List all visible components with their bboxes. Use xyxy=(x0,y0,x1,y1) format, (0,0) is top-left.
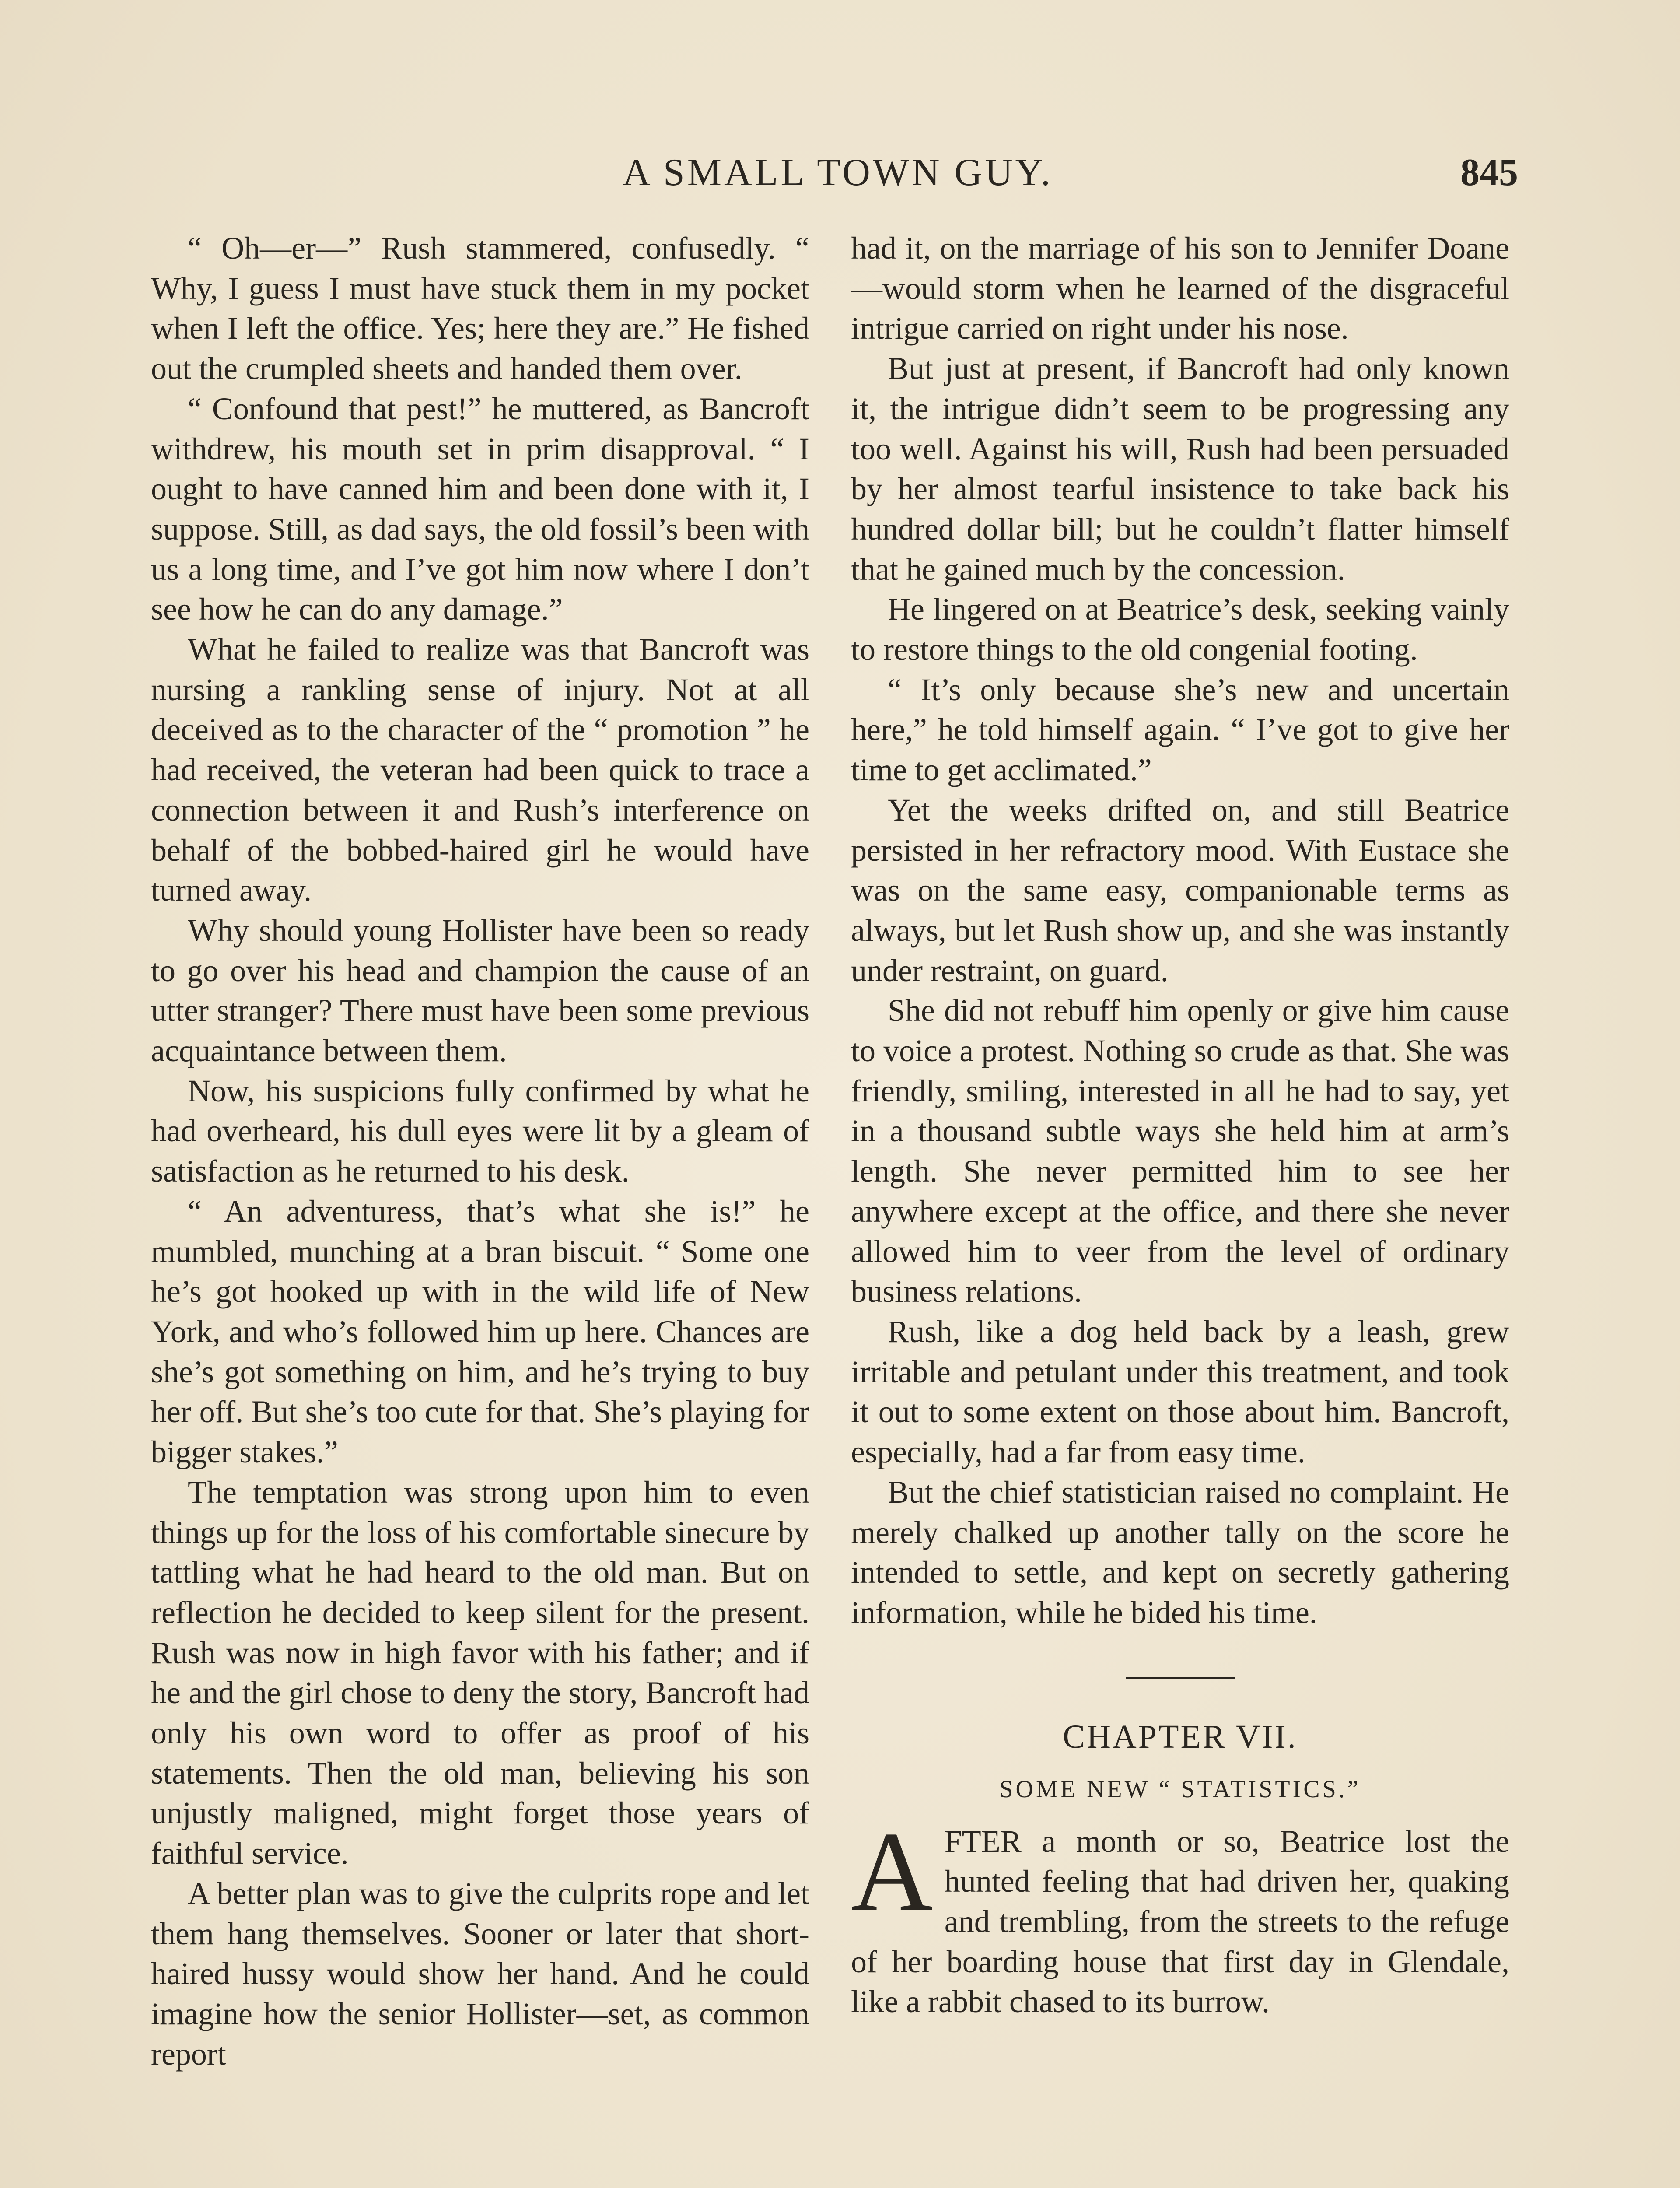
chapter-heading: CHAPTER VII. xyxy=(1063,1718,1298,1755)
paragraph: Now, his suspicions fully confirmed by what he had overheard, his dull eyes were lit by a gleam of satisfaction as he returned to his desk. xyxy=(151,1073,809,1189)
paragraph: Yet the weeks drifted on, and still Beatrice persisted in her refractory mood. With Eustace she was on the same easy, companionable terms as always, but let Rush show up, and she was instantly under restraint, on guard. xyxy=(851,792,1509,988)
paragraph: What he failed to realize was that Bancroft was nursing a rankling sense of injury. Not at all deceived as to the character of the “ promotion ” he had received, the veteran had been quick to trace a connection between it and Rush’s interference on behalf of the bobbed-haired girl he would have turned away. xyxy=(151,632,809,908)
paragraph: “ Confound that pest!” he muttered, as Bancroft withdrew, his mouth set in prim disapproval. “ I ought to have canned him and been done with it, I suppose. Still, as dad says, the old fossil’s been with us a long time, and I’ve got him now where I don’t see how he can do any damage.” xyxy=(151,391,809,627)
paragraph: He lingered on at Beatrice’s desk, seeking vainly to restore things to the old congenial footing. xyxy=(851,592,1509,667)
paragraph: A better plan was to give the culprits rope and let them hang themselves. Sooner or later that short-haired hussy would show her hand. And he could imagine how the senior Hollister—set, as common report xyxy=(151,1876,809,2072)
running-title: A SMALL TOWN GUY. xyxy=(623,151,1053,194)
drop-cap: A xyxy=(851,1808,933,1935)
paragraph: She did not rebuff him openly or give him cause to voice a protest. Nothing so crude as that. She was friendly, smiling, interested in all he had to say, yet in a thousand subtle ways she held him at arm’s length. She never permitted him to see her anywhere except at the office, and there she never allowed him to veer from the level of ordinary business relations. xyxy=(851,993,1509,1309)
paragraph-continuation: had it, on the marriage of his son to Jennifer Doane—would storm when he learned of the disgraceful intrigue carried on right under his nose. xyxy=(851,231,1509,346)
section-divider xyxy=(1126,1677,1235,1679)
chapter-subtitle: SOME NEW “ STATISTICS.” xyxy=(999,1775,1361,1803)
paragraph: “ An adventuress, that’s what she is!” he mumbled, munching at a bran biscuit. “ Some one he’s got hooked up with in the wild life of New York, and who’s followed him up here. Chances are she’s got something on him, and he’s trying to buy her off. But she’s too cute for that. She’s playing for bigger stakes.” xyxy=(151,1193,809,1470)
page-number: 845 xyxy=(1460,151,1518,194)
chapter-opening-text: FTER a month or so, Beatrice lost the hunted feeling that had driven her, quaking and trembling, from the streets to the refuge of her boarding house that first day in Glendale, like a rabbit chased to its burrow. xyxy=(851,1823,1509,2020)
left-column xyxy=(151,228,809,2074)
running-header xyxy=(158,147,1518,199)
paragraph: “ It’s only because she’s new and uncertain here,” he told himself again. “ I’ve got to give her time to get acclimated.” xyxy=(851,672,1509,788)
paragraph: The temptation was strong upon him to even things up for the loss of his comfortable sinecure by tattling what he had heard to the old man. But on reflection he decided to keep silent for the present. Rush was now in high favor with his father; and if he and the girl chose to deny the story, Bancroft had only his own word to offer as proof of his statements. Then the old man, believing his son unjustly maligned, might forget those years of faithful service. xyxy=(151,1474,809,1871)
right-column xyxy=(851,228,1509,2022)
paragraph: Rush, like a dog held back by a leash, grew irritable and petulant under this treatment, and took it out to some extent on those about him. Bancroft, especially, had a far from easy time. xyxy=(851,1314,1509,1470)
chapter-opening-paragraph xyxy=(851,1808,1509,2023)
paragraph: But just at present, if Bancroft had only known it, the intrigue didn’t seem to be progressing any too well. Against his will, Rush had been persuaded by her almost tearful insistence to take back his hundred dollar bill; but he couldn’t flatter himself that he gained much by the concession. xyxy=(851,351,1509,587)
paragraph: But the chief statistician raised no complaint. He merely chalked up another tally on the score he intended to settle, and kept on secretly gathering information, while he bided his time. xyxy=(851,1474,1509,1630)
paragraph: “ Oh—er—” Rush stammered, confusedly. “ Why, I guess I must have stuck them in my pocket when I left the office. Yes; here they are.” He fished out the crumpled sheets and handed them over. xyxy=(151,231,809,386)
paragraph: Why should young Hollister have been so ready to go over his head and champion the cause of an utter stranger? There must have been some previous acquaintance between them. xyxy=(151,912,809,1069)
